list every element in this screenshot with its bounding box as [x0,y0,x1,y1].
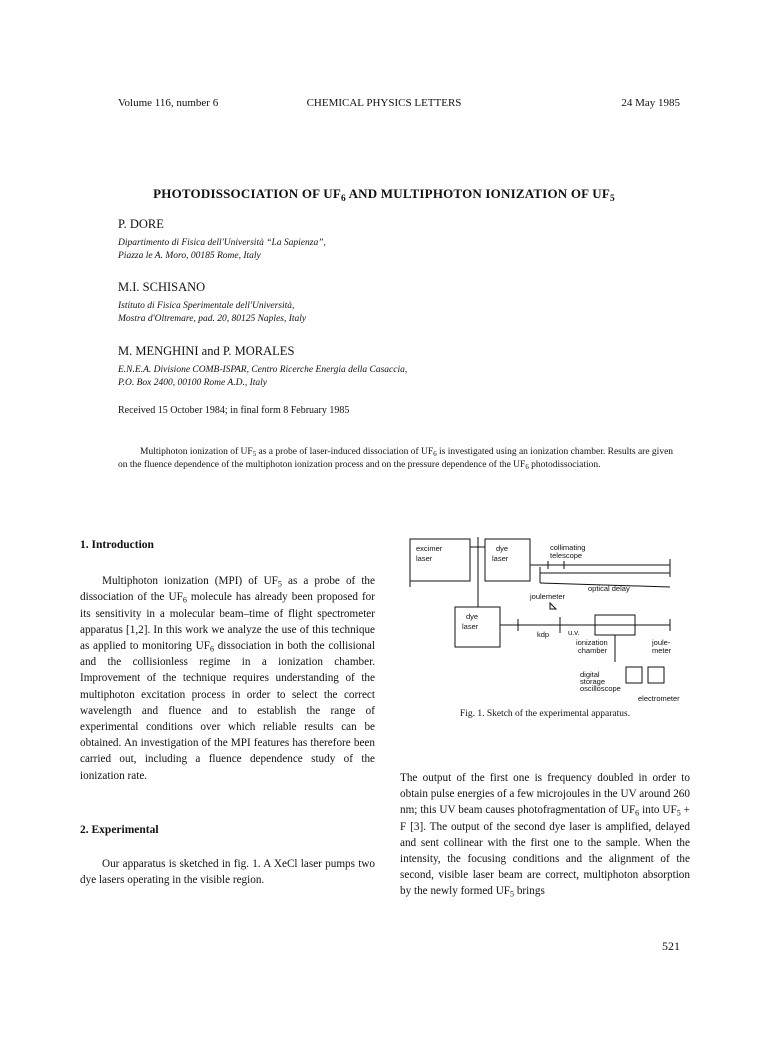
fig-label-chamber: chamber [578,646,608,655]
fig-label-dye-1: dye [496,544,509,553]
page-number: 521 [662,939,680,953]
fig-label-electrometer: electrometer [638,694,680,703]
abstract: Multiphoton ionization of $UF_5$ as a probe of laser-induced dissociation of $UF_6$ is investigated using an ionization chamber. Results are given on the fluence dependence of the multiphoton ionization process and on the pressure dependence of the $UF_6$ photodissociation. [118,447,674,472]
experimental-continued: The output of the first one is frequency doubled in order to obtain pulse energies of a few microjoules in the UV around 260 nm; this UV beam causes photofragmentation of $UF_6$ into $UF_5 + F$ [3]. The output of the second dye laser is amplified, delayed and sent collinear with the first one to the sample. When the intensity, the focusing conditions and the alignment of the second, visible laser beam are correct, multiphoton absorption by the newly formed $UF_5$ brings [400,772,690,899]
section-heading-experimental: 2. Experimental [80,823,159,836]
experimental-paragraph: Our apparatus is sketched in fig. 1. A XeCl laser pumps two dye lasers operating in the visible region. [80,858,375,887]
paper-title: PHOTODISSOCIATION OF $UF_6$ AND MULTIPHOTON IONIZATION OF $UF_5$ [153,186,615,204]
apparatus-figure [400,527,690,707]
fig-label-telescope: telescope [550,551,583,560]
fig-label-digital: digital [580,670,600,679]
right-column [400,770,690,900]
fig-label-laser-3: laser [462,622,479,631]
left-column [80,537,375,888]
oscilloscope-box [626,667,642,683]
introduction-paragraph: Multiphoton ionization (MPI) of $UF_5$ as a probe of the dissociation of the $UF_6$ molecule has already been proposed for its sensitivity in a molecular beam–time of flight spectrometer apparatus [1,2]. In this work we analyze the use of this technique as applied to monitoring $UF_6$ dissociation in both the collisional and the collisionless regime in a ionization chamber. Improvement of the technique requires understanding of the multiphoton excitation process in order to select the correct wavelength and fluence and to establish the range of experimental conditions over which reliable results can be obtained. An investigation of the MPI features has therefore been carried out, including a fluence dependence study of the ionization rate. [80,575,375,782]
fig-label-dye-2: dye [466,612,479,621]
affiliation-1: Dipartimento di Fisica dell'Università “La Sapienza”, Piazza le A. Moro, 00185 Rome, Italy [118,238,326,261]
author-3: M. MENGHINI and P. MORALES [118,344,295,358]
fig-label-uv: u.v. [568,628,580,637]
header-journal: CHEMICAL PHYSICS LETTERS [306,97,462,109]
joulemeter-icon [550,603,556,609]
received-dates: Received 15 October 1984; in final form 8 February 1985 [118,405,350,416]
fig-label-oscilloscope: oscilloscope [580,684,621,693]
electrometer-box [648,667,664,683]
section-heading-introduction: 1. Introduction [80,539,154,551]
fig-label-laser-2: laser [492,554,509,563]
fig-label-optical-delay: optical delay [588,584,630,593]
header-date: 24 May 1985 [621,97,680,109]
fig-label-meter: meter [652,646,672,655]
fig-label-collimating: collimating [550,543,586,552]
fig-label-excimer: excimer [416,544,443,553]
author-1: P. DORE [118,217,164,231]
figure-caption: Fig. 1. Sketch of the experimental apparatus. [459,709,631,719]
fig-label-ionization: ionization [576,638,608,647]
fig-label-laser-1: laser [416,554,433,563]
author-2: M.I. SCHISANO [118,280,206,294]
fig-label-storage: storage [580,677,606,686]
fig-label-joule: joule- [652,638,671,647]
fig-label-joulemeter: joulemeter [530,592,566,601]
affiliation-3: E.N.E.A. Divisione COMB-ISPAR, Centro Ricerche Energia della Casaccia, P.O. Box 2400, 00100 Rome A.D., Italy [118,365,408,388]
affiliation-2: Istituto di Fisica Sperimentale dell'Università, Mostra d'Oltremare, pad. 20, 80125 Naples, Italy [118,301,307,324]
fig-label-kdp: kdp [537,630,550,639]
header-volume: Volume 116, number 6 [118,97,219,109]
